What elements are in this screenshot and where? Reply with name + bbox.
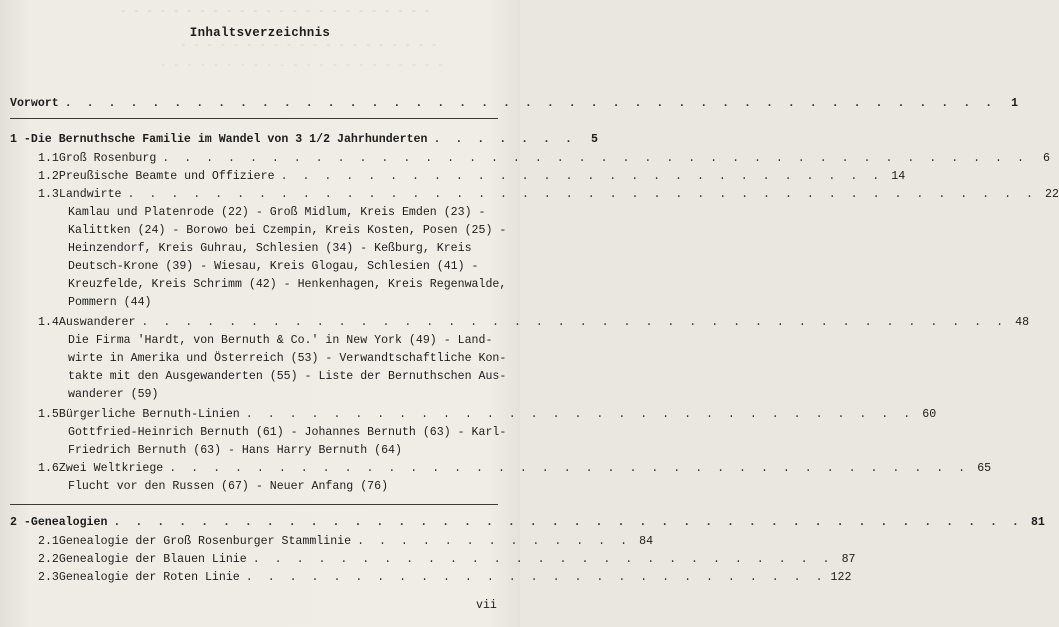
- section-page: 87: [841, 553, 856, 566]
- dot-leader: . . . . . . . . . . . . . . . . . . . . . . . . . . . . . . . . . . . . . . . . . .: [127, 188, 1037, 201]
- subentry-line: Deutsch-Krone (39) - Wiesau, Kreis Glogau, Schlesien (41) -: [68, 260, 479, 273]
- section-title: Zwei Weltkriege: [58, 462, 164, 475]
- section-page: 14: [891, 170, 906, 183]
- subentry-line: wirte in Amerika und Österreich (53) - Verwandtschaftliche Kon-: [68, 352, 507, 365]
- section-page: 6: [1042, 152, 1050, 165]
- section-number: 1.3: [38, 188, 59, 201]
- subentry-line: Gottfried-Heinrich Bernuth (61) - Johannes Bernuth (63) - Karl-: [68, 426, 507, 439]
- chapter-title: Genealogien: [30, 516, 108, 529]
- page-number: vii: [476, 599, 497, 612]
- toc-section-1-1[interactable]: [38, 152, 1050, 165]
- section-number: 1.5: [38, 408, 59, 421]
- toc-section-1-3[interactable]: [38, 188, 1059, 201]
- section-title: Bürgerliche Bernuth-Linien: [58, 408, 240, 421]
- section-page: 22: [1045, 188, 1059, 201]
- subentry-line: Kamlau und Platenrode (22) - Groß Midlum, Kreis Emden (23) -: [68, 206, 486, 219]
- subentry-line: Kalittken (24) - Borowo bei Czempin, Kreis Kosten, Posen (25) -: [68, 224, 507, 237]
- toc-entry-label: Vorwort: [10, 97, 59, 110]
- bleed-through-text: - - - - - - - - - - - - - - - - - - - -: [180, 40, 438, 52]
- toc-entry-vorwort[interactable]: [10, 97, 1019, 110]
- section-title: Groß Rosenburg: [58, 152, 157, 165]
- section-number: 2.1: [38, 535, 59, 548]
- section-title: Auswanderer: [58, 316, 136, 329]
- toc-section-2-3[interactable]: [38, 571, 852, 584]
- section-number: 1.4: [38, 316, 59, 329]
- dot-leader: . . . . . . . . . . . . . . . . . . . . . . . . . . . . . . . . . . . . .: [169, 462, 970, 475]
- subentry-line: Flucht vor den Russen (67) - Neuer Anfang (76): [68, 480, 389, 493]
- section-number: 1.1: [38, 152, 59, 165]
- page-title: Inhaltsverzeichnis: [189, 26, 331, 40]
- toc-section-2-1[interactable]: [38, 535, 654, 548]
- dot-leader: . . . . . . . . . . . . . . . . . . . . . . . . . . . . . . .: [245, 408, 915, 421]
- section-number: 2.2: [38, 553, 59, 566]
- dot-leader: . . . . . . .: [433, 133, 576, 146]
- dot-leader: . . . . . . . . . . . . . . . . . . . . . . . . . . . . . . . . . . . . . . . . . . .: [64, 97, 997, 110]
- toc-entry-page: 1: [1011, 97, 1019, 110]
- section-divider: [10, 118, 498, 119]
- section-page: 60: [922, 408, 937, 421]
- bleed-through-text: - - - - - - - - - - - - - - - - - - - - - - - -: [120, 6, 431, 18]
- toc-section-1-2[interactable]: [38, 170, 906, 183]
- dot-leader: . . . . . . . . . . . . . . . . . . . . . . . . . . .: [245, 571, 827, 584]
- subentry-line: Kreuzfelde, Kreis Schrimm (42) - Henkenhagen, Kreis Regenwalde,: [68, 278, 507, 291]
- chapter-page: 5: [590, 133, 598, 146]
- toc-chapter-2[interactable]: [10, 516, 1045, 529]
- toc-chapter-1[interactable]: [10, 133, 598, 146]
- subentry-line: Friedrich Bernuth (63) - Hans Harry Bernuth (64): [68, 444, 402, 457]
- section-number: 2.3: [38, 571, 59, 584]
- toc-section-1-5[interactable]: [38, 408, 937, 421]
- section-title: Genealogie der Roten Linie: [58, 571, 240, 584]
- section-number: 1.2: [38, 170, 59, 183]
- toc-section-1-6[interactable]: [38, 462, 992, 475]
- dot-leader: . . . . . . . . . . . . . . . . . . . . . . . . . . . . . . . . . . . . . . . .: [141, 316, 1008, 329]
- dot-leader: . . . . . . . . . . . . . . . . . . . . . . . . . . . . . . . . . . . . . . . .: [162, 152, 1028, 165]
- section-number: 1.6: [38, 462, 59, 475]
- chapter-number: 2 -: [10, 516, 31, 529]
- section-page: 65: [977, 462, 992, 475]
- toc-section-2-2[interactable]: [38, 553, 856, 566]
- dot-leader: . . . . . . . . . . . . .: [357, 535, 632, 548]
- dot-leader: . . . . . . . . . . . . . . . . . . . . . . . . . . .: [252, 553, 834, 566]
- dot-leader: . . . . . . . . . . . . . . . . . . . . . . . . . . . . . . . . . . . . . . . . . .: [113, 516, 1023, 529]
- subentry-line: Die Firma 'Hardt, von Bernuth & Co.' in New York (49) - Land-: [68, 334, 493, 347]
- section-title: Landwirte: [58, 188, 122, 201]
- chapter-number: 1 -: [10, 133, 31, 146]
- section-page: 122: [830, 571, 852, 584]
- section-page: 48: [1015, 316, 1030, 329]
- section-divider: [10, 504, 498, 505]
- section-title: Genealogie der Blauen Linie: [58, 553, 247, 566]
- chapter-page: 81: [1030, 516, 1045, 529]
- chapter-title: Die Bernuthsche Familie im Wandel von 3 1/2 Jahrhunderten: [30, 133, 428, 146]
- subentry-line: Heinzendorf, Kreis Guhrau, Schlesien (34) - Keßburg, Kreis: [68, 242, 472, 255]
- dot-leader: . . . . . . . . . . . . . . . . . . . . . . . . . . . .: [280, 170, 884, 183]
- subentry-line: wanderer (59): [68, 388, 159, 401]
- subentry-line: Pommern (44): [68, 296, 152, 309]
- bleed-through-text: - - - - - - - - - - - - - - - - - - - - - -: [160, 60, 444, 72]
- toc-section-1-4[interactable]: [38, 316, 1030, 329]
- section-page: 84: [639, 535, 654, 548]
- section-title: Genealogie der Groß Rosenburger Stammlinie: [58, 535, 352, 548]
- section-title: Preußische Beamte und Offiziere: [58, 170, 275, 183]
- subentry-line: takte mit den Ausgewanderten (55) - Liste der Bernuthschen Aus-: [68, 370, 507, 383]
